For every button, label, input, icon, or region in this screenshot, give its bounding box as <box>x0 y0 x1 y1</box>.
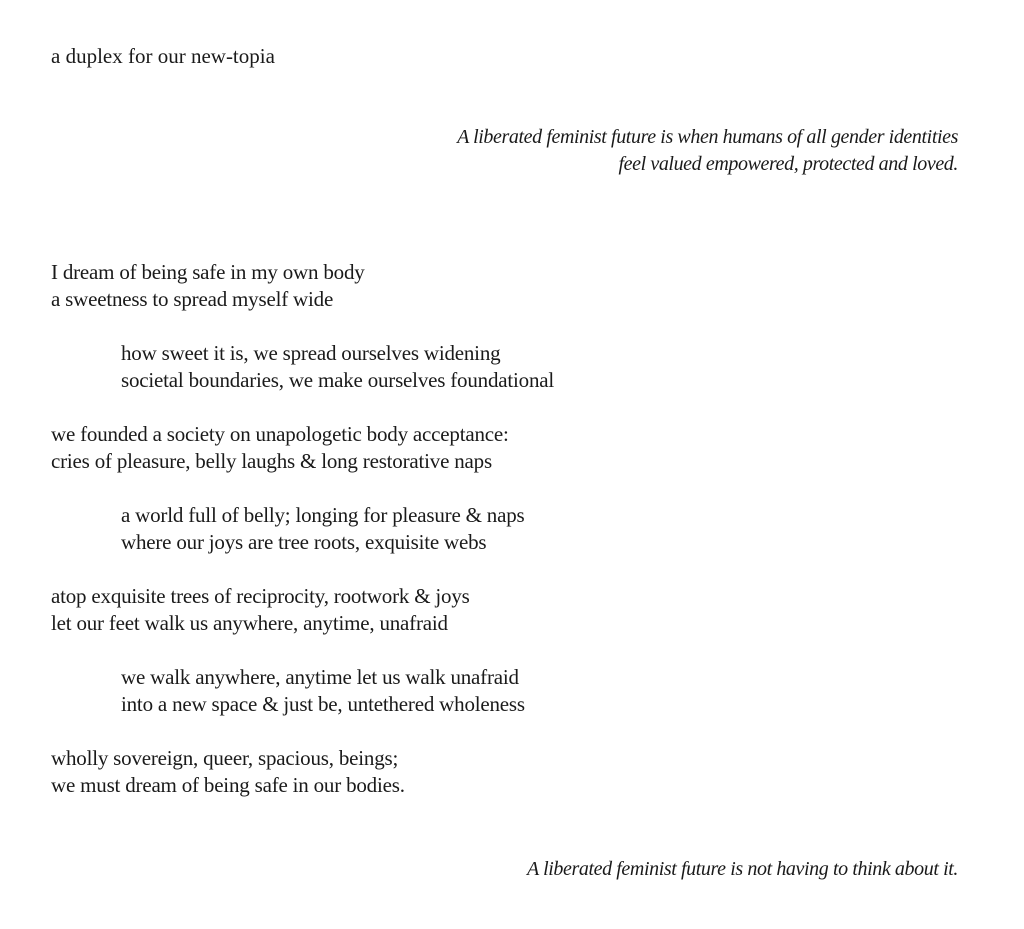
poem-line: where our joys are tree roots, exquisite webs <box>121 530 487 554</box>
poem-line: a world full of belly; longing for pleasure & naps <box>121 503 525 527</box>
stanza-indented <box>51 502 751 556</box>
poem-line: we walk anywhere, anytime let us walk unafraid <box>121 665 519 689</box>
stanza <box>51 421 751 475</box>
poem-line: cries of pleasure, belly laughs & long restorative naps <box>51 449 492 473</box>
stanza <box>51 745 751 799</box>
poem-line: atop exquisite trees of reciprocity, rootwork & joys <box>51 584 470 608</box>
poem-line: how sweet it is, we spread ourselves widening <box>121 341 501 365</box>
poem-line: let our feet walk us anywhere, anytime, unafraid <box>51 611 448 635</box>
poem-line: we must dream of being safe in our bodies. <box>51 773 405 797</box>
poem-line: a sweetness to spread myself wide <box>51 287 334 311</box>
stanza <box>51 259 751 313</box>
poem-body <box>51 259 751 826</box>
epigraph-line: feel valued empowered, protected and loved. <box>618 153 958 175</box>
poem-line: I dream of being safe in my own body <box>51 260 365 284</box>
poem-line: societal boundaries, we make ourselves foundational <box>121 368 554 392</box>
poem-line: wholly sovereign, queer, spacious, beings; <box>51 746 399 770</box>
poem-line: into a new space & just be, untethered wholeness <box>121 692 525 716</box>
epigraph-line: A liberated feminist future is when humans of all gender identities <box>457 126 958 148</box>
stanza-indented <box>51 664 751 718</box>
poem-title: a duplex for our new-topia <box>51 44 275 68</box>
poem-line: we founded a society on unapologetic body acceptance: <box>51 422 509 446</box>
closing-line: A liberated feminist future is not having to think about it. <box>527 858 958 880</box>
epigraph <box>457 124 958 178</box>
stanza-indented <box>51 340 751 394</box>
stanza <box>51 583 751 637</box>
